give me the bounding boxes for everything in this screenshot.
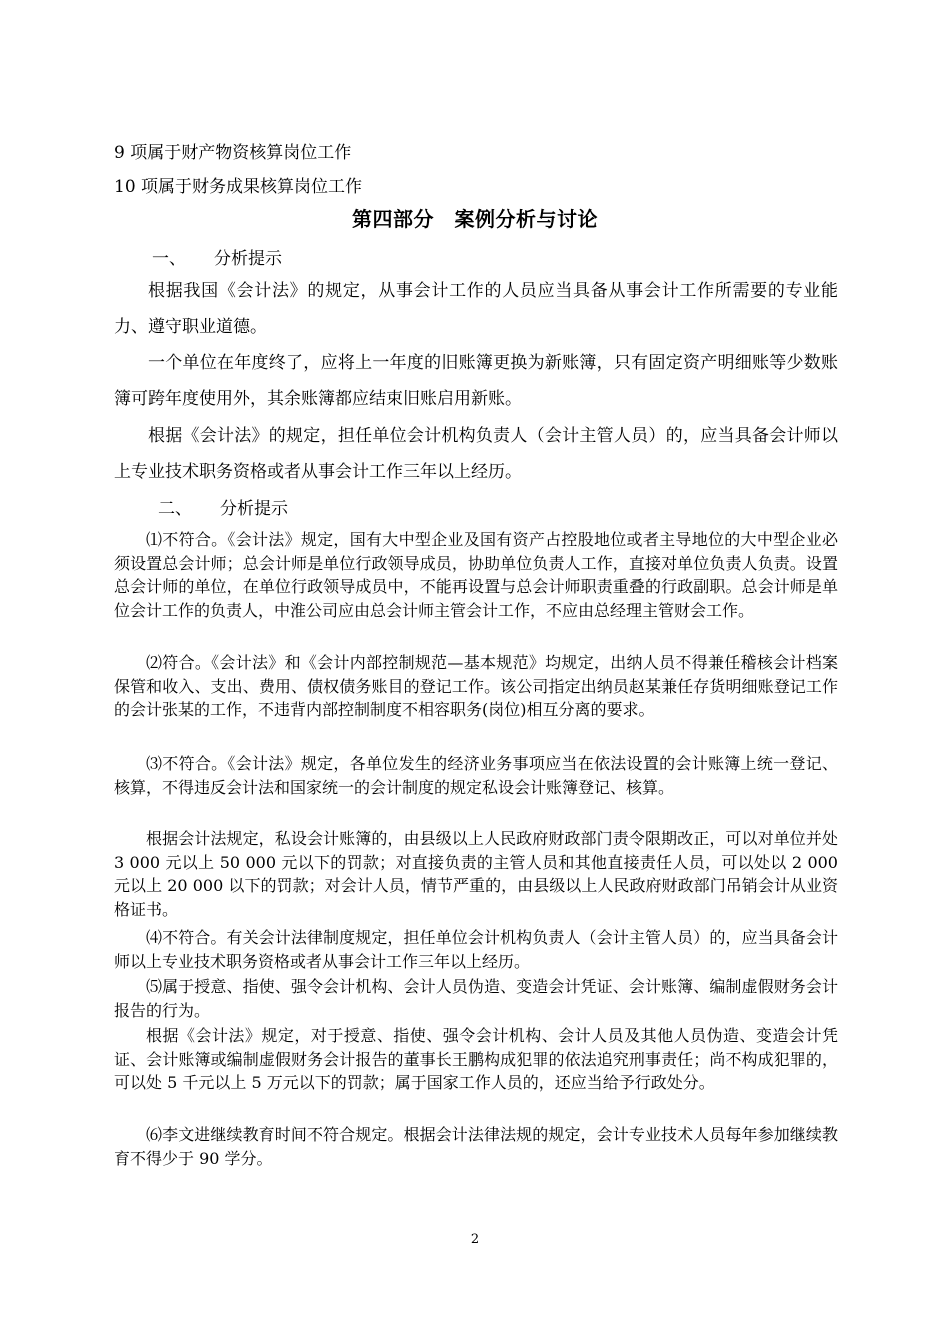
page-number: 2: [470, 1232, 480, 1247]
part2-label: 分析提示: [220, 499, 288, 519]
part2-paragraph-1: ⑴不符合。《会计法》规定，国有大中型企业及国有资产占控股地位或者主导地位的大中型企业必须设置总会计师；总会计师是单位行政领导成员，协助单位负责人工作，直接对单位负责人负责。设置总会计师的单位，在单位行政领导成员中，不能再设置与总会计师职责重叠的行政副职。总会计师是单位会计工作的负责人，中淮公司应由总会计师主管会计工作，不应由总经理主管财会工作。: [114, 530, 838, 620]
part2-paragraph-7: 根据《会计法》规定，对于授意、指使、强令会计机构、会计人员及其他人员伪造、变造会计凭证、会计账簿或编制虚假财务会计报告的董事长王鹏构成犯罪的依法追究刑事责任；尚不构成犯罪的，可以处 5 千元以上 5 万元以下的罚款；属于国家工作人员的，还应当给予行政处分。: [114, 1026, 838, 1092]
part2-paragraph-4: 根据会计法规定，私设会计账簿的，由县级以上人民政府财政部门责令限期改正，可以对单位并处 3 000 元以上 50 000 元以下的罚款；对直接负责的主管人员和其他直接责任人员，可以处以 2 000 元以上 20 000 以下的罚款；对会计人员，情节严重的，由县级以上人民政府财政部门吊销会计从业资格证书。: [114, 829, 838, 919]
part2-heading: [158, 494, 288, 519]
part1-paragraph-1: 根据我国《会计法》的规定，从事会计工作的人员应当具备从事会计工作所需要的专业能力、遵守职业道德。: [114, 281, 838, 337]
part1-heading: [152, 244, 282, 269]
part2-paragraph-2: ⑵符合。《会计法》和《会计内部控制规范—基本规范》均规定，出纳人员不得兼任稽核会计档案保管和收入、支出、费用、债权债务账目的登记工作。该公司指定出纳员赵某兼任存货明细账登记工作的会计张某的工作，不违背内部控制制度不相容职务(岗位)相互分离的要求。: [114, 653, 838, 719]
part2-paragraph-6: ⑸属于授意、指使、强令会计机构、会计人员伪造、变造会计凭证、会计账簿、编制虚假财务会计报告的行为。: [114, 977, 838, 1020]
part1-number: 一、: [152, 249, 186, 269]
part1-label: 分析提示: [214, 249, 282, 269]
part1-paragraph-3: 根据《会计法》的规定，担任单位会计机构负责人（会计主管人员）的，应当具备会计师以上专业技术职务资格或者从事会计工作三年以上经历。: [114, 426, 838, 482]
section-title: 第四部分 案例分析与讨论: [352, 207, 598, 231]
part2-paragraph-3: ⑶不符合。《会计法》规定，各单位发生的经济业务事项应当在依法设置的会计账簿上统一登记、核算，不得违反会计法和国家统一的会计制度的规定私设会计账簿登记、核算。: [114, 754, 838, 797]
part2-paragraph-8: ⑹李文进继续教育时间不符合规定。根据会计法律法规的规定，会计专业技术人员每年参加继续教育不得少于 90 学分。: [114, 1125, 838, 1168]
part1-paragraph-2: 一个单位在年度终了，应将上一年度的旧账簿更换为新账簿，只有固定资产明细账等少数账簿可跨年度使用外，其余账簿都应结束旧账启用新账。: [114, 353, 838, 409]
part2-number: 二、: [158, 499, 192, 519]
list-line-10: 10 项属于财务成果核算岗位工作: [114, 177, 363, 197]
part2-paragraph-5: ⑷不符合。有关会计法律制度规定，担任单位会计机构负责人（会计主管人员）的，应当具备会计师以上专业技术职务资格或者从事会计工作三年以上经历。: [114, 928, 838, 971]
list-line-9: 9 项属于财产物资核算岗位工作: [114, 143, 352, 163]
